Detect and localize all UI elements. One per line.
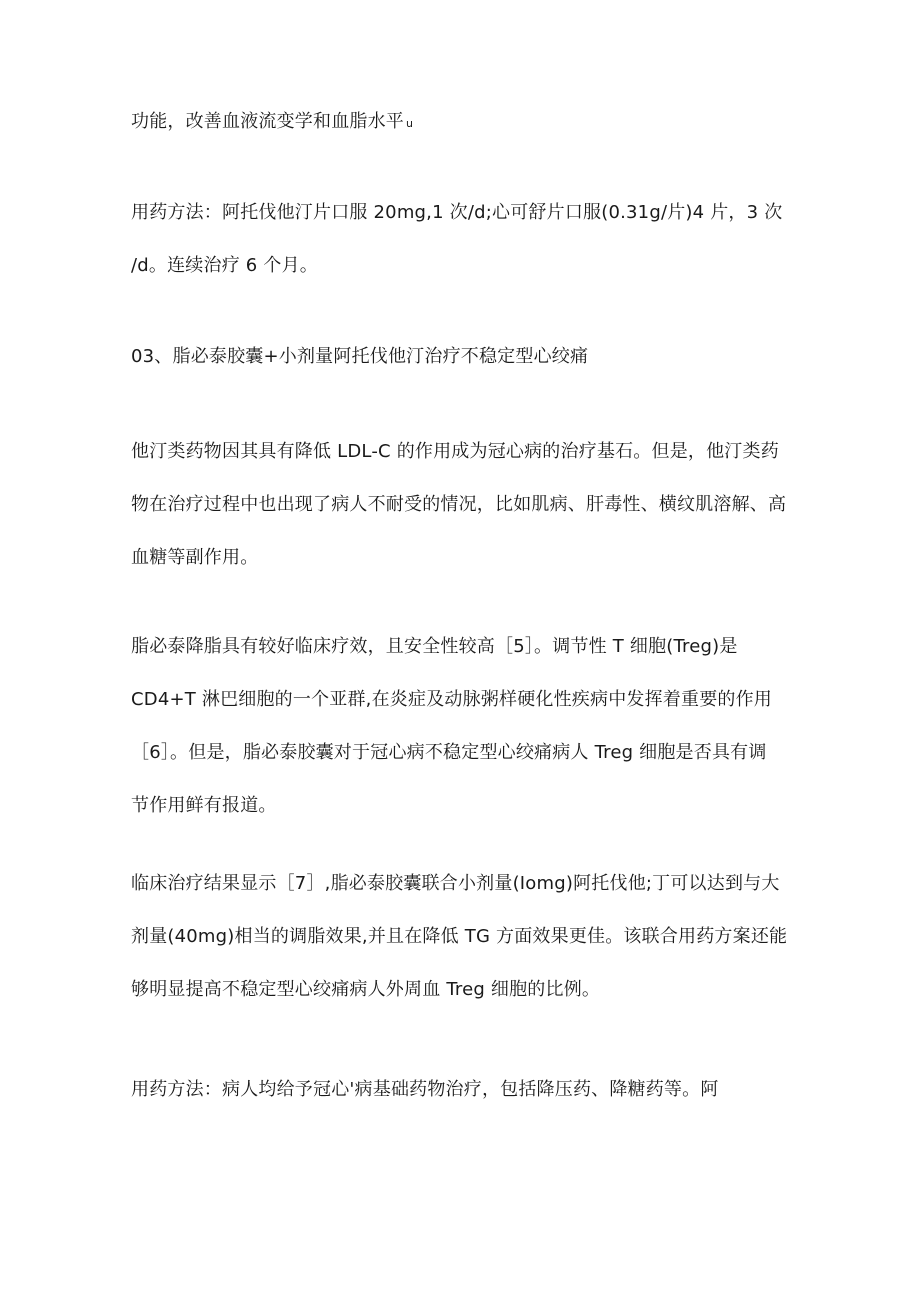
text-line: 脂必泰降脂具有较好临床疗效，且安全性较高［5］。调节性 T 细胞(Treg)是	[131, 636, 738, 657]
paragraph-clinical-results	[131, 857, 796, 1016]
text-line: 用药方法：阿托伐他汀片口服 20mg,1 次/d;心可舒片口服(0.31g/片)4 片，3 次	[131, 202, 783, 223]
text-line: 临床治疗结果显示［7］,脂必泰胶囊联合小剂量(Iomg)阿托伐他;丁可以达到与大	[131, 873, 780, 894]
text-line: 剂量(40mg)相当的调脂效果,并且在降低 TG 方面效果更佳。该联合用药方案还能	[131, 926, 788, 947]
text-line: 够明显提高不稳定型心绞痛病人外周血 Treg 细胞的比例。	[131, 979, 601, 1000]
paragraph-zhibitai-treg	[131, 620, 796, 832]
footnote-marker: u	[406, 117, 414, 130]
text-line	[131, 95, 796, 150]
text-line-content: 功能，改善血液流变学和血脂水平	[131, 111, 404, 132]
text-line: 03、脂必泰胶囊+小剂量阿托伐他汀治疗不稳定型心绞痛	[131, 346, 589, 367]
text-line: 血糖等副作用。	[131, 547, 259, 568]
text-line: CD4+T 淋巴细胞的一个亚群,在炎症及动脉粥样硬化性疾病中发挥着重要的作用	[131, 689, 772, 710]
text-line: /d。连续治疗 6 个月。	[131, 255, 318, 276]
paragraph-dosage-method-2	[131, 1063, 796, 1116]
paragraph-statin-background	[131, 425, 796, 584]
paragraph-function-summary	[131, 95, 796, 150]
text-line: ［6］。但是，脂必泰胶囊对于冠心病不稳定型心绞痛病人 Treg 细胞是否具有调	[131, 742, 767, 763]
section-heading-03	[131, 330, 796, 383]
paragraph-dosage-method-1	[131, 186, 796, 292]
text-line: 他汀类药物因其具有降低 LDL-C 的作用成为冠心病的治疗基石。但是，他汀类药	[131, 441, 779, 462]
text-line: 节作用鲜有报道。	[131, 795, 277, 816]
text-line: 用药方法：病人均给予冠心'病基础药物治疗，包括降压药、降糖药等。阿	[131, 1079, 719, 1100]
text-line: 物在治疗过程中也出现了病人不耐受的情况，比如肌病、肝毒性、横纹肌溶解、高	[131, 494, 787, 515]
